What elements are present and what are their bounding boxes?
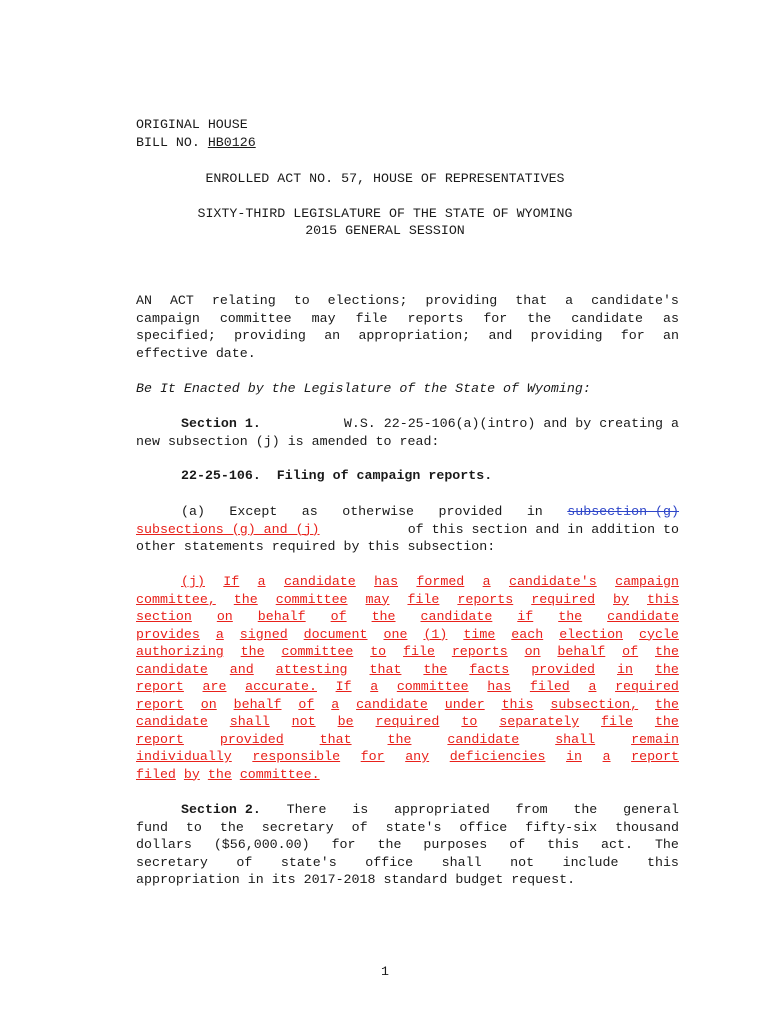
bill-no-label: BILL NO. [136,135,200,150]
word: a [602,749,611,764]
word: for [331,837,356,852]
word: the [573,802,598,817]
word: file [407,591,440,607]
word: of [351,819,368,835]
word: of [622,644,639,659]
word: office [459,819,508,835]
word: committee [275,591,348,607]
word: by [183,766,200,782]
word: on [216,609,233,624]
word: purposes [423,837,488,852]
word: committee [219,310,292,326]
word: of [330,609,347,624]
section-2-heading: Section 2. [181,802,261,817]
word: deficiencies [449,749,546,764]
section-1-line-2 [136,433,679,451]
word: the [654,714,679,729]
section-1-line [136,415,679,433]
subsection-j-line [136,678,679,696]
subsection-j-line [136,713,679,731]
word: candidate [607,609,679,624]
word: file [355,310,388,326]
word: section [136,609,192,624]
session-line: 2015 GENERAL SESSION [305,223,465,238]
act-title [136,292,679,362]
word: read: [399,433,440,449]
word: candidate [356,696,428,712]
word: report [136,679,184,694]
word: secretary [261,819,334,835]
section-1-text: W.S. 22-25-106(a)(intro) and by creating a [343,416,679,431]
word: candidate [136,661,208,677]
word: specified; [136,328,216,343]
word: If [335,679,352,694]
word: that [515,293,548,308]
word: the [387,731,412,747]
word: an [324,328,341,343]
subsection-a-prefix: (a) [181,504,205,519]
word: date. [215,345,256,361]
word: may [365,591,390,607]
statute-heading-text: 22-25-106. Filing of campaign reports. [181,468,493,483]
word: the [207,766,232,782]
word: candidate [447,731,520,747]
word: candidate [136,714,208,729]
word: new [136,433,160,449]
word: secretary [136,854,208,870]
word: a [215,626,224,642]
word: a [331,696,340,712]
word: shall [441,854,482,870]
word: required [615,679,679,694]
page-number: 1 [381,964,389,979]
subsection-a-line-2 [136,521,679,539]
struck-text: subsection (g) [567,504,679,519]
word: reports [451,644,508,659]
word: in [247,872,264,887]
word: document [303,626,368,642]
statute-heading [136,467,492,485]
word: not [510,854,535,870]
word: providing [425,293,498,308]
subsection-j-line [136,608,679,626]
word: appropriated [394,802,490,817]
word: for [360,749,385,764]
word: on [524,644,541,659]
word: required [531,591,596,607]
word: the [233,591,258,607]
word: of [509,837,526,852]
word: is [352,802,369,817]
word: for [483,310,508,326]
title-line [136,327,679,345]
word: act. [601,837,633,852]
word: reports [457,591,514,607]
section-2-heading-wrap [136,801,261,819]
word: a [257,574,266,589]
subsection-j-line [136,573,679,591]
word: subsection [167,433,248,449]
word: 2017-2018 [303,872,376,887]
subsection-j-line [136,661,679,679]
section-2-line [136,854,679,872]
subsection-a-text: of this section and in addition to [407,521,679,537]
word: a [565,293,574,308]
word: any [405,749,430,764]
word: budget [455,872,504,887]
word: behalf [233,696,282,712]
subsection-a [136,503,679,556]
section-1 [136,415,679,450]
word: ACT [169,293,194,308]
word: this [646,854,679,870]
word: relating [211,293,276,308]
subsection-j-line [136,696,679,714]
word: in [566,749,582,764]
word: formed [416,574,465,589]
legislature-line: SIXTY-THIRD LEGISLATURE OF THE STATE OF WYOMING [197,206,573,221]
word: and [488,328,513,343]
subsection-j-line [136,731,679,749]
word: report [136,696,184,712]
word: has [374,574,399,589]
word: fifty-six [525,819,598,835]
word: required [375,714,440,729]
word: the [655,644,679,659]
word: and [229,661,254,677]
word: file [601,714,633,729]
word: a [482,574,491,589]
word: report [136,731,184,747]
word: this [647,591,679,607]
word: on [200,696,217,712]
word: candidate's [591,293,679,308]
word: dollars [136,837,192,852]
word: election [559,626,624,642]
word: this [501,696,534,712]
word: to [185,819,202,835]
word: subsection: [407,539,496,554]
word: the [377,837,402,852]
section-2-line-1 [136,801,679,819]
word: separately [499,714,580,729]
word: remain [631,731,679,747]
subsection-j [136,573,679,783]
word: this [367,539,400,554]
word: is [287,433,304,449]
word: AN [136,293,152,308]
word: general [623,802,679,817]
word: committee. [239,766,320,782]
word: a [588,679,597,694]
subsection-j-line [136,766,679,784]
section-1-heading-wrap [136,415,261,433]
word: provided [531,661,596,677]
word: of [298,696,315,712]
word: thousand [615,819,679,835]
word: a [370,679,379,694]
word: providing [530,328,603,343]
word: signed [239,626,288,642]
subsection-j-line [136,643,679,661]
word: office [365,854,414,870]
title-line [136,345,679,363]
title-line [136,292,679,310]
word: statements [183,539,264,554]
word: (j) [181,574,205,589]
word: other [136,539,176,554]
word: fund [136,819,168,835]
word: providing [234,328,306,343]
word: the [423,661,448,677]
word: otherwise [342,504,415,519]
word: the [219,819,244,835]
word: by [613,591,630,607]
word: reports [407,310,464,326]
word: required [271,539,336,554]
word: candidate [571,310,644,326]
section-2-line [136,819,679,837]
word: if [517,609,534,624]
word: attesting [275,661,348,677]
word: committee [396,679,469,694]
subsection-j-line [136,626,679,644]
section-2-line [136,871,679,889]
word: authorizing [136,644,224,659]
word: candidate's [508,574,597,589]
word: ($56,000.00) [213,837,310,852]
original-house-label: ORIGINAL HOUSE [136,117,248,132]
word: each [511,626,544,642]
word: to [293,293,310,308]
subsection-j-line [136,591,679,609]
word: to [375,433,392,449]
inserted-text: subsections (g) and (j) [136,521,320,537]
word: (j) [255,433,280,449]
word: of [236,854,253,870]
word: as [663,310,679,326]
word: shall [555,731,596,747]
word: If [223,574,240,589]
word: may [311,310,336,326]
word: by [343,539,360,554]
word: be [337,714,354,729]
word: for [620,328,645,343]
word: to [461,714,478,729]
word: effective [136,345,208,361]
word: not [291,714,316,729]
word: subsection, [550,696,639,712]
word: candidate [420,609,493,624]
word: filed [136,766,176,782]
word: the [240,644,265,659]
bill-number-line [136,134,256,152]
word: accurate. [245,679,317,694]
word: in [617,661,633,677]
section-1-heading: Section 1. [181,416,261,431]
word: elections; [327,293,408,308]
word: the [527,310,552,326]
word: this [547,837,580,852]
word: the [655,696,679,712]
enrolled-act-line: ENROLLED ACT NO. 57, HOUSE OF REPRESENTATIVES [205,171,565,186]
word: an [663,328,679,343]
subsection-a-prefix-wrap [136,503,205,521]
word: under [444,696,485,712]
word: behalf [257,609,306,624]
word: (1) [423,626,448,642]
word: appropriation; [358,328,471,343]
word: file [403,644,435,659]
word: candidate [283,574,356,589]
word: committee [281,644,354,659]
word: There [286,802,327,817]
word: request. [511,872,576,887]
section-2-line [136,836,679,854]
title-line [136,310,679,328]
word: the [558,609,583,624]
word: has [487,679,512,694]
word: provided [438,504,503,519]
word: campaign [615,574,679,589]
word: campaign [136,310,200,326]
enacting-clause: Be It Enacted by the Legislature of the State of Wyoming: [136,381,591,396]
word: provides [136,626,200,642]
word: include [562,854,619,870]
word: time [463,626,496,642]
word: in [526,504,543,519]
word: the [371,609,396,624]
word: behalf [557,644,606,659]
word: report [631,749,679,764]
word: standard [383,872,448,887]
word: shall [229,714,270,729]
word: its [271,872,296,887]
word: responsible [252,749,341,764]
word: as [301,504,318,519]
subsection-a-line-1 [136,503,679,521]
word: provided [219,731,284,747]
word: facts [469,661,510,677]
word: are [202,679,227,694]
word: amended [311,433,368,449]
word: that [319,731,352,747]
word: The [654,837,679,852]
word: state's [385,819,442,835]
subsection-a-line-3 [136,538,679,556]
word: one [383,626,408,642]
bill-no-value: HB0126 [207,135,256,150]
word: Except [229,504,278,519]
word: filed [529,679,570,694]
word: individually [136,749,232,764]
word: from [515,802,548,817]
word: appropriation [136,872,240,887]
word: to [370,644,387,659]
word: committee, [136,591,216,607]
word: cycle [639,626,679,642]
section-2 [136,801,679,889]
word: that [369,661,402,677]
subsection-j-line [136,748,679,766]
word: state's [280,854,337,870]
word: the [654,661,679,677]
